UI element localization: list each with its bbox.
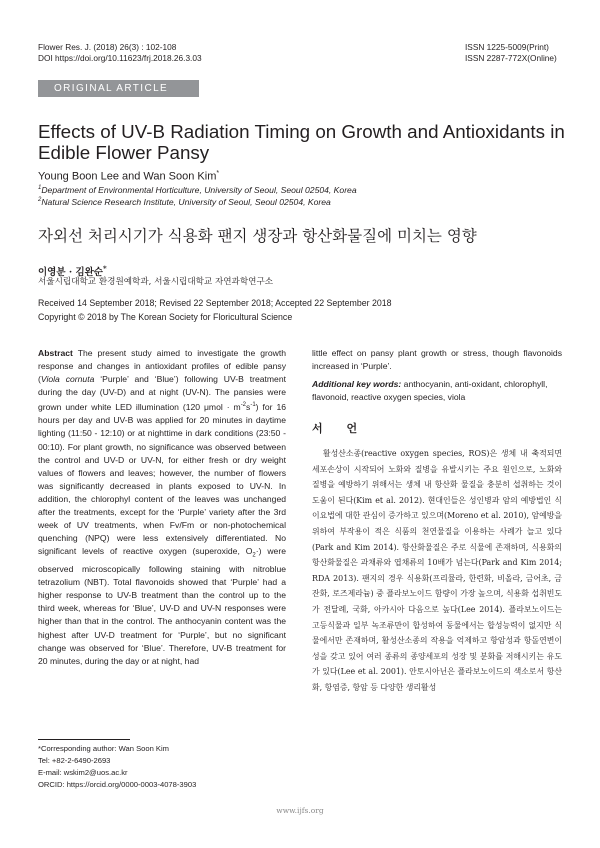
copyright-notice: Copyright © 2018 by The Korean Society for Floricultural Science <box>38 312 293 322</box>
author-line-en <box>38 167 219 184</box>
issn-online: ISSN 2287-772X(Online) <box>465 53 557 63</box>
journal-citation: Flower Res. J. (2018) 26(3) : 102-108 <box>38 42 177 52</box>
unit-exponent: -1 <box>250 402 256 409</box>
affiliation-1-text: Department of Environmental Horticulture, University of Seoul, Seoul 02504, Korea <box>41 184 357 195</box>
corresponding-mark: * <box>216 170 220 177</box>
abstract-text: ·) were observed microscopically following staining with nitroblue tetrazolium (NBT). Total flavonoids showed that ‘Purple’ had a higher response to UV-B treatment than the control up to the third week, whereas for ‘Blue’, UV-D and UV-N responses were higher than that in the control. The anthocyanin content was the highest after UV-D treatment for ‘Purple’, but no significant change was observed for ‘Blue’. Therefore, UV-B treatment for 20 minutes, during the day or at night, had <box>38 546 286 666</box>
article-type-banner: ORIGINAL ARTICLE <box>38 80 199 97</box>
issn-print: ISSN 1225-5009(Print) <box>465 42 549 52</box>
article-title-ko: 자외선 처리시기가 식용화 팬지 생장과 항산화물질에 미치는 영향 <box>38 227 477 245</box>
species-name: Viola cornuta <box>40 374 95 385</box>
affiliation-1 <box>38 183 357 196</box>
abstract <box>38 347 286 668</box>
corresponding-mark-ko: * <box>102 264 107 273</box>
journal-website[interactable]: www.ijfs.org <box>276 806 324 815</box>
affiliation-2-text: Natural Science Research Institute, University of Seoul, Seoul 02504, Korea <box>41 196 331 207</box>
abstract-continuation: little effect on pansy plant growth or stress, though flavonoids increased in ‘Purple’. <box>312 348 562 372</box>
chemical-subscript: 2 <box>252 552 256 559</box>
author-names-ko: 이영분 · 김완순 <box>38 267 103 279</box>
affiliation-2 <box>38 195 331 208</box>
affiliation-2-number: 2 <box>38 197 42 203</box>
footnote-divider <box>38 739 130 740</box>
author-names-en: Young Boon Lee and Wan Soon Kim <box>38 170 217 183</box>
affiliation-1-number: 1 <box>38 185 42 191</box>
keywords-label: Additional key words: <box>312 379 402 389</box>
keywords <box>312 378 562 404</box>
affiliation-ko: 서울시립대학교 환경원예학과, 서울시립대학교 자연과학연구소 <box>38 277 274 287</box>
abstract-label: Abstract <box>38 348 73 358</box>
unit-exponent: -2 <box>240 402 247 409</box>
corresponding-author: *Corresponding author: Wan Soon Kim <box>38 744 169 753</box>
abstract-text: The present study aimed to investigate the growth response and changes in antioxidant profiles of edible pansy ( <box>38 348 286 385</box>
abstract-text: s <box>246 402 251 413</box>
article-title-en: Effects of UV-B Radiation Timing on Growth and Antioxidants in Edible Flower Pansy <box>38 121 565 163</box>
section-heading-introduction: 서 언 <box>312 422 368 435</box>
abstract-text: ) for 16 hours per day and UV-B was applied for 20 minutes in daytime lighting (11:50 - 12:10) or at nighttime in dark conditions (23:50 - 00:10). For plant growth, no significance was observed between the control and UV-D or UV-N, for either fresh or dry weight values of flowers and leaves; however, the number of flowers was significantly decreased in plants exposed to UV-N. In addition, the chlorophyl content of the leaves was unchanged after the treatments, except for the ‘Purple’ variety after the 3rd week of UV treatments, when Fv/Fm or non-photochemical quenching (NPQ) were less extensively differentiated. No significant levels of reactive oxygen (superoxide, O <box>38 402 286 557</box>
introduction-text: 활성산소종(reactive oxygen species, ROS)은 생체 내 축적되면 세포손상이 시작되어 노화와 질병을 유발시키는 주요 원인으로, 노화와 질병을 예방하기 위해서는 생체 내 항산화 물질을 충분히 섭취하는 것이 도움이 된다(Kim et al. 2012). 현대인들은 성인병과 암의 예방법인 식이요법에 대한 관심이 증가하고 있으며(Moreno et al. 2010), 암예방을 위하여 부작용이 적은 식품의 천연물질을 이용하는 사례가 늘고 있다(Park and Kim 2014). 항산화물질은 주로 식물에 존재하며, 식용화의 항산화물질은 과채류와 엽채류의 10배가 넘는다(Park and Kim 2014; RDA 2013). 팬지의 경우 식용화(프리뮬라, 한련화, 비올라, 금어초, 금잔화, 로즈제라늄) 중 플라보노이드 함량이 가장 높으며, 식용화 섭취빈도가 전달례, 국화, 아카시아 다음으로 높다(Lee 2014). 플라보노이드는 고등식물과 일부 녹조류만이 합성하여 동물에서는 합성능력이 없지만 식물에서만 존재하며, 활성산소종의 작용을 억제하고 항암성과 항돌연변이성을 갖고 있어 여러 종류의 종양세포의 성장 및 분화를 저해시키는 유도가 있다(Lee et al. 2001). 안토시아닌은 플라보노이드의 색소로서 항산화, 항염증, 항암 등 다양한 생리활성 <box>312 449 562 692</box>
corresponding-orcid[interactable]: ORCID: https://orcid.org/0000-0003-4078-3903 <box>38 780 197 789</box>
keywords-text: anthocyanin, anti-oxidant, chlorophyll, flavonoid, reactive oxygen species, viola <box>312 379 548 403</box>
doi-link[interactable]: DOI https://doi.org/10.11623/frj.2018.26.3.03 <box>38 53 202 63</box>
abstract-text: ‘Purple’ and ‘Blue’) following UV-B treatment during the day (UV-D) and at night (UV-N). The pansies were grown under white LED illumination (120 μmol · m <box>38 374 286 413</box>
corresponding-tel: Tel: +82-2-6490-2693 <box>38 756 111 765</box>
submission-dates: Received 14 September 2018; Revised 22 September 2018; Accepted 22 September 2018 <box>38 298 392 308</box>
corresponding-email[interactable]: E-mail: wskim2@uos.ac.kr <box>38 768 128 777</box>
